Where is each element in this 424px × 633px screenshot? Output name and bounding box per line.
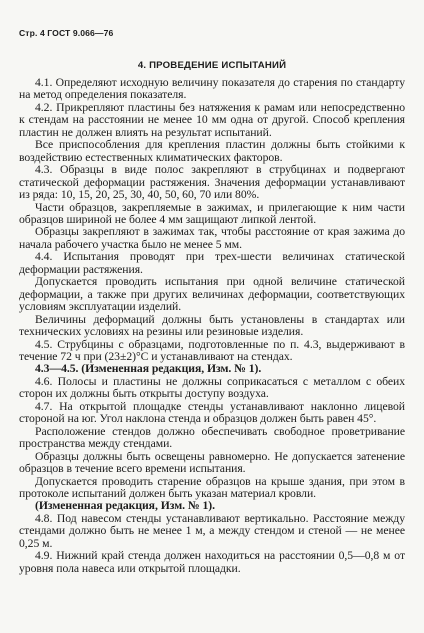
section-title: 4. ПРОВЕДЕНИЕ ИСПЫТАНИЙ bbox=[137, 60, 287, 71]
paragraph-single-deformation: Допускается проводить испытания при одной величине статической деформации, а также при других величинах деформации, соответствующих условиям эксплуатации изделий. bbox=[19, 275, 405, 314]
paragraph-roof: Допускается проводить старение образцов на крыше здания, при этом в протоколе испытаний должен быть указан материал кровли. bbox=[19, 474, 405, 500]
page-header: Стр. 4 ГОСТ 9.066—76 bbox=[19, 28, 114, 38]
paragraph-4-6: 4.6. Полосы и пластины не должны соприкасаться с металлом с обеих сторон их должны быть открыты доступу воздуха. bbox=[19, 374, 405, 401]
document-body bbox=[19, 77, 405, 575]
paragraph-4-8: 4.8. Под навесом стенды устанавливают вертикально. Расстояние между стендами должно быть не менее 1 м, а между стендом и стеной — не менее 0,25 м. bbox=[19, 511, 405, 550]
paragraph-deformation-standards: Величины деформаций должны быть установлены в стандартах или технических условиях на резины или резиновые изделия. bbox=[19, 312, 405, 339]
paragraph-4-5: 4.5. Струбцины с образцами, подготовленные по п. 4.3, выдерживают в течение 72 ч при (23±2)°С и устанавливают на стендах. bbox=[19, 337, 405, 363]
amendment-note-4-3-4-5: 4.3—4.5. (Измененная редакция, Изм. № 1). bbox=[35, 362, 262, 376]
paragraph-clamp-parts: Части образцов, закрепляемые в зажимах, и прилегающие к ним части образцов шириной не более 4 мм защищают липкой лентой. bbox=[19, 200, 405, 226]
paragraph-4-3: 4.3. Образцы в виде полос закрепляют в струбцинах и подвергают статической деформации растяжения. Значения деформации устанавливают из ряда: 10, 15, 20, 25, 30, 40, 50, 60, 70 или 80%. bbox=[19, 163, 405, 202]
amendment-note: (Измененная редакция, Изм. № 1). bbox=[35, 499, 215, 513]
paragraph-4-1: 4.1. Определяют исходную величину показателя до старения по стандарту на метод определения показателя. bbox=[19, 76, 405, 102]
paragraph-4-9: 4.9. Нижний край стенда должен находиться на расстоянии 0,5—0,8 м от уровня пола навеса или открытой площадки. bbox=[19, 549, 405, 575]
paragraph-ventilation: Расположение стендов должно обеспечивать свободное проветривание пространства между стендами. bbox=[19, 424, 405, 451]
paragraph-4-7: 4.7. На открытой площадке стенды устанавливают наклонно лицевой стороной на юг. Угол наклона стенда и образцов должен быть равен 45°. bbox=[19, 399, 405, 426]
paragraph-4-4: 4.4. Испытания проводят при трех-шести величинах статической деформации растяжения. bbox=[19, 250, 405, 276]
paragraph-illumination: Образцы должны быть освещены равномерно. Не допускается затенение образцов в течение всего времени испытания. bbox=[19, 449, 405, 476]
paragraph-fixtures: Все приспособления для крепления пластин должны быть стойкими к воздействию естественных климатических факторов. bbox=[19, 138, 405, 164]
paragraph-clamp-distance: Образцы закрепляют в зажимах так, чтобы расстояние от края зажима до начала рабочего участка было не менее 5 мм. bbox=[19, 225, 405, 251]
paragraph-4-2: 4.2. Прикрепляют пластины без натяжения к рамам или непосредственно к стендам на расстоянии не менее 10 мм одна от другой. Способ крепления пластин не должен влиять на результат испытаний. bbox=[19, 100, 405, 139]
